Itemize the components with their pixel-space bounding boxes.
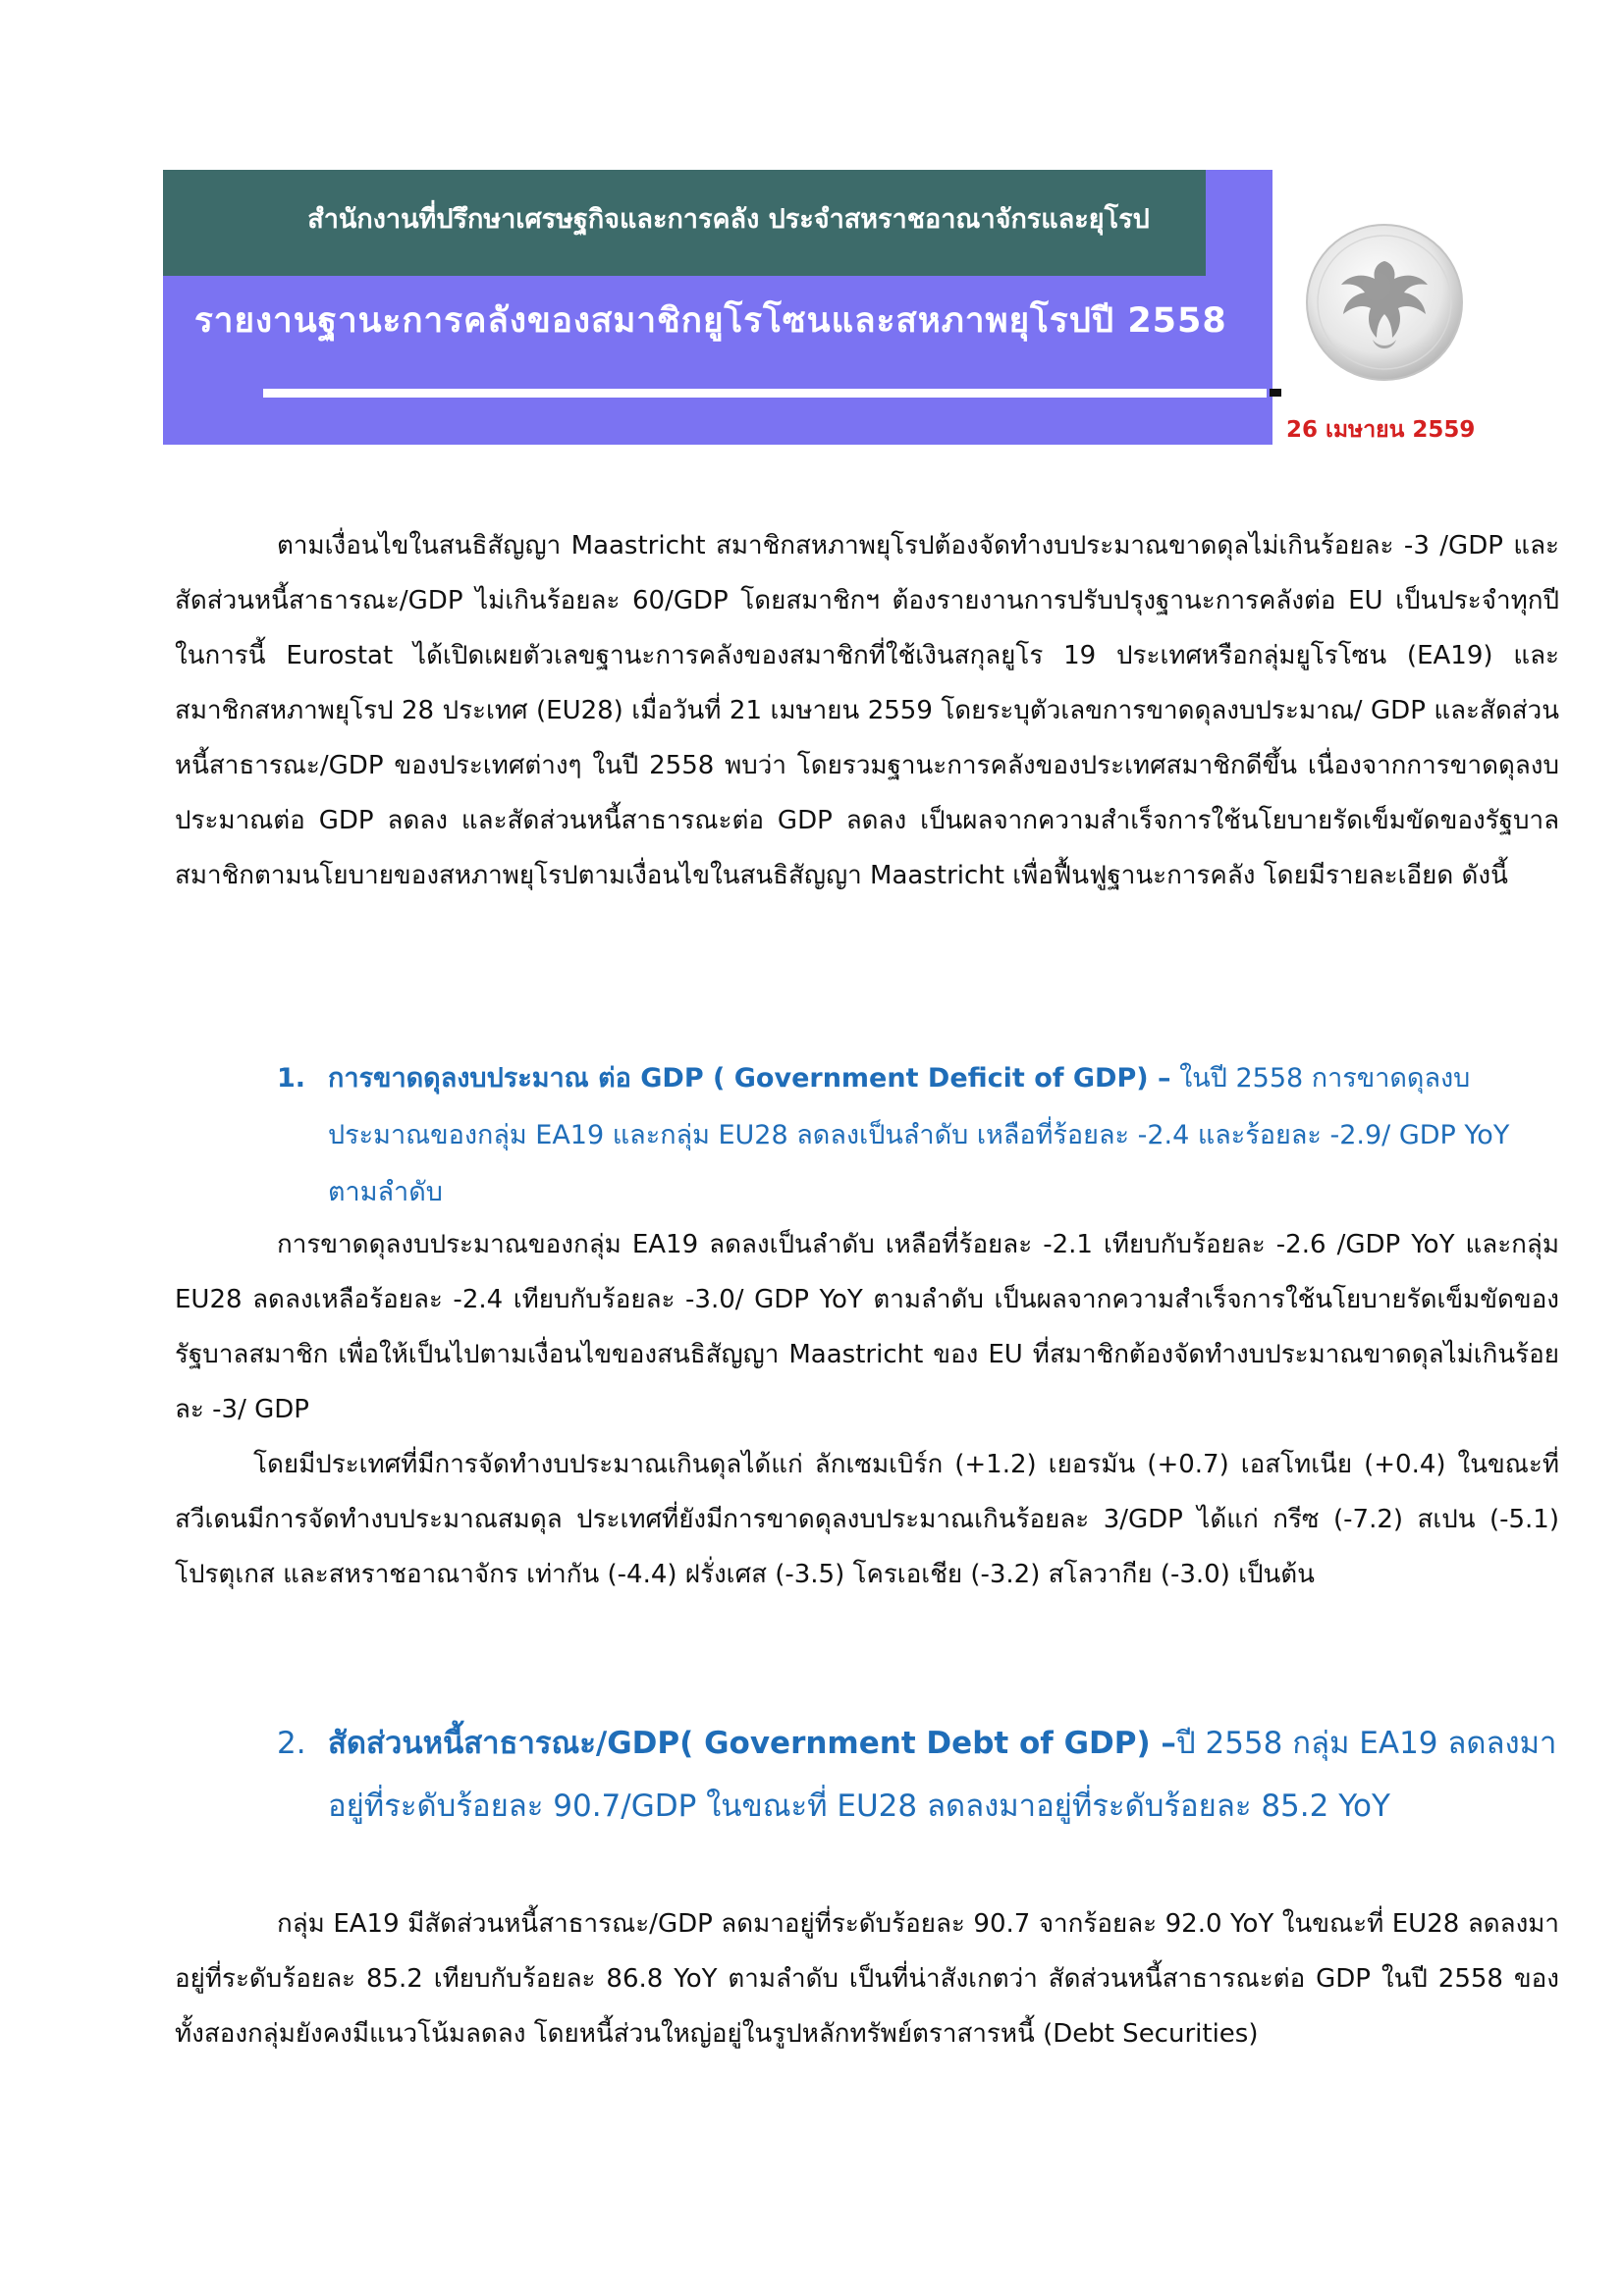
intro-paragraph: ตามเงื่อนไขในสนธิสัญญา Maastricht สมาชิกสหภาพยุโรปต้องจัดทำงบประมาณขาดดุลไม่เกินร้อยละ -3 /GDP และสัดส่วนหนี้สาธารณะ/GDP ไม่เกินร้อยละ 60/GDP โดยสมาชิกฯ ต้องรายงานการปรับปรุงฐานะการคลังต่อ EU เป็นประจำทุกปี ในการนี้ Eurostat ได้เปิดเผยตัวเลขฐานะการคลังของสมาชิกที่ใช้เงินสกุลยูโร 19 ประเทศหรือกลุ่มยูโรโซน (EA19) และสมาชิกสหภาพยุโรป 28 ประเทศ (EU28) เมื่อวันที่ 21 เมษายน 2559 โดยระบุตัวเลขการขาดดุลงบประมาณ/ GDP และสัดส่วนหนี้สาธารณะ/GDP ของประเทศต่างๆ ในปี 2558 พบว่า โดยรวมฐานะการคลังของประเทศสมาชิกดีขึ้น เนื่องจากการขาดดุลงบประมาณต่อ GDP ลดลง และสัดส่วนหนี้สาธารณะต่อ GDP ลดลง เป็นผลจากความสำเร็จการใช้นโยบายรัดเข็มขัดของรัฐบาลสมาชิกตามนโยบายของสหภาพยุโรปตามเงื่อนไขในสนธิสัญญา Maastricht เพื่อฟื้นฟูฐานะการคลัง โดยมีรายละเอียด ดังนี้	[175, 531, 1559, 890]
section-1-paragraph-1: การขาดดุลงบประมาณของกลุ่ม EA19 ลดลงเป็นลำดับ เหลือที่ร้อยละ -2.1 เทียบกับร้อยละ -2.6 /GDP YoY และกลุ่ม EU28 ลดลงเหลือร้อยละ -2.4 เทียบกับร้อยละ -3.0/ GDP YoY ตามลำดับ เป็นผลจากความสำเร็จการใช้นโยบายรัดเข็มขัดของรัฐบาลสมาชิก เพื่อให้เป็นไปตามเงื่อนไขของสนธิสัญญา Maastricht ของ EU ที่สมาชิกต้องจัดทำงบประมาณขาดดุลไม่เกินร้อยละ -3/ GDP	[175, 1230, 1559, 1424]
section-1-title: การขาดดุลงบประมาณ ต่อ GDP ( Government Deficit of GDP) –	[328, 1063, 1171, 1094]
office-name: สำนักงานที่ปรึกษาเศรษฐกิจและการคลัง ประจำสหราชอาณาจักรและยุโรป	[307, 204, 1150, 235]
section-2-paragraph-1: กลุ่ม EA19 มีสัดส่วนหนี้สาธารณะ/GDP ลดมาอยู่ที่ระดับร้อยละ 90.7 จากร้อยละ 92.0 YoY ในขณะที่ EU28 ลดลงมาอยู่ที่ระดับร้อยละ 85.2 เทียบกับร้อยละ 86.8 YoY ตามลำดับ เป็นที่น่าสังเกตว่า สัดส่วนหนี้สาธารณะต่อ GDP ในปี 2558 ของทั้งสองกลุ่มยังคงมีแนวโน้มลดลง โดยหนี้ส่วนใหญ่อยู่ในรูปหลักทรัพย์ตราสารหนี้ (Debt Securities)	[175, 1909, 1560, 2049]
banner-divider	[263, 389, 1267, 398]
section-1-heading	[277, 1050, 1563, 1221]
report-title: รายงานฐานะการคลังของสมาชิกยูโรโซนและสหภาพยุโรปปี 2558	[194, 301, 1227, 341]
divider-cap	[1270, 389, 1281, 397]
section-2-summary: ปี 2558 กลุ่ม EA19 ลดลงมาอยู่ที่ระดับร้อยละ 90.7/GDP ในขณะที่ EU28 ลดลงมาอยู่ที่ระดับร้อยละ 85.2 YoY	[328, 1726, 1557, 1824]
report-date: 26 เมษายน 2559	[1286, 417, 1476, 443]
banner-top-strip	[163, 170, 1206, 276]
section-2-title: สัดส่วนหนี้สาธารณะ/GDP( Government Debt of GDP) –	[328, 1726, 1176, 1761]
header-banner	[163, 170, 1272, 445]
section-2-number: 2.	[277, 1726, 306, 1761]
section-2-heading	[277, 1712, 1563, 1838]
section-1-paragraph-2: โดยมีประเทศที่มีการจัดทำงบประมาณเกินดุลได้แก่ ลักเซมเบิร์ก (+1.2) เยอรมัน (+0.7) เอสโทเนีย (+0.4) ในขณะที่ สวีเดนมีการจัดทำงบประมาณสมดุล ประเทศที่ยังมีการขาดดุลงบประมาณเกินร้อยละ 3/GDP ได้แก่ กรีซ (-7.2) สเปน (-5.1) โปรตุเกส และสหราชอาณาจักร เท่ากัน (-4.4) ฝรั่งเศส (-3.5) โครเอเชีย (-3.2) สโลวากีย (-3.0) เป็นต้น	[175, 1450, 1559, 1589]
section-1-summary: ในปี 2558 การขาดดุลงบประมาณของกลุ่ม EA19 และกลุ่ม EU28 ลดลงเป็นลำดับ เหลือที่ร้อยละ -2.4 และร้อยละ -2.9/ GDP YoY ตามลำดับ	[328, 1063, 1510, 1207]
garuda-emblem-icon	[1304, 222, 1465, 383]
section-1-number: 1.	[277, 1063, 306, 1094]
